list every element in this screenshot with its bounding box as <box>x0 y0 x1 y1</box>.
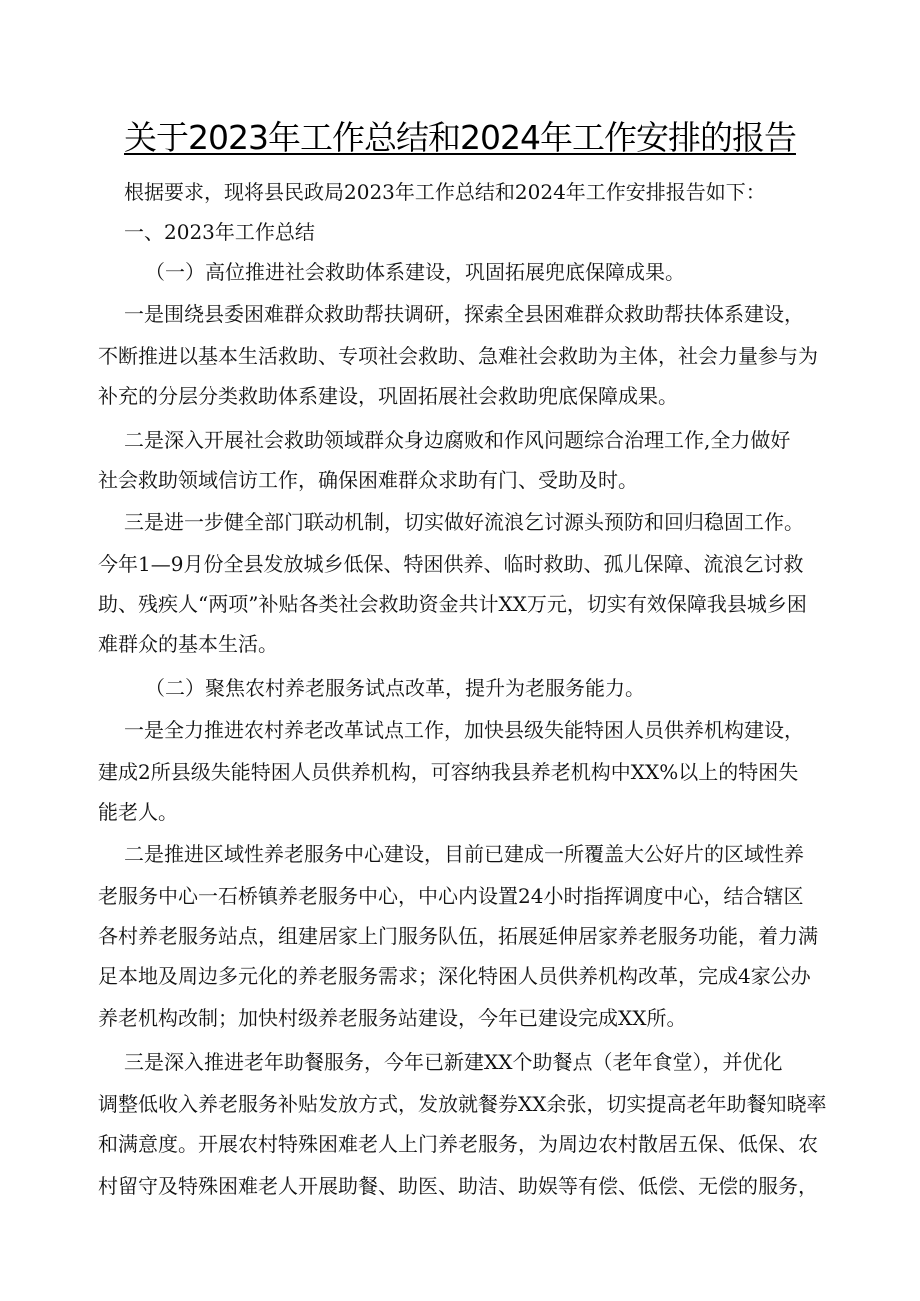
paragraph-line: 补充的分层分类救助体系建设，巩固拓展社会救助兜底保障成果。 <box>98 384 678 408</box>
paragraph-line: 一是围绕县委困难群众救助帮扶调研，探索全县困难群众救助帮扶体系建设， <box>124 302 804 326</box>
paragraph-line: 不断推进以基本生活救助、专项社会救助、急难社会救助为主体，社会力量参与为 <box>98 344 818 368</box>
subsection-heading-1: （一）高位推进社会救助体系建设，巩固拓展兜底保障成果。 <box>145 260 685 284</box>
paragraph-line: 难群众的基本生活。 <box>98 632 278 656</box>
paragraph-line: 二是深入开展社会救助领域群众身边腐败和作风问题综合治理工作,全力做好 <box>124 428 791 452</box>
paragraph-line: 各村养老服务站点，组建居家上门服务队伍，拓展延伸居家养老服务功能，着力满 <box>98 924 818 948</box>
paragraph-line: 足本地及周边多元化的养老服务需求；深化特困人员供养机构改革，完成4家公办 <box>98 964 811 988</box>
paragraph-line: 三是进一步健全部门联动机制，切实做好流浪乞讨源头预防和回归稳固工作。 <box>124 510 804 534</box>
paragraph-line: 三是深入推进老年助餐服务，今年已新建XX个助餐点（老年食堂），并优化 <box>124 1050 783 1074</box>
paragraph-line: 助、残疾人“两项”补贴各类社会救助资金共计XX万元，切实有效保障我县城乡困 <box>98 592 807 616</box>
paragraph-line: 和满意度。开展农村特殊困难老人上门养老服务，为周边农村散居五保、低保、农 <box>98 1132 818 1156</box>
document-title: 关于2023年工作总结和2024年工作安排的报告 <box>124 118 796 157</box>
paragraph-line: 调整低收入养老服务补贴发放方式，发放就餐券XX余张，切实提高老年助餐知晓率 <box>98 1092 827 1116</box>
section-heading-1: 一、2023年工作总结 <box>124 220 315 244</box>
paragraph-line: 村留守及特殊困难老人开展助餐、助医、助洁、助娱等有偿、低偿、无偿的服务， <box>98 1174 818 1198</box>
paragraph-line: 社会救助领域信访工作，确保困难群众求助有门、受助及时。 <box>98 468 638 492</box>
paragraph-line: 一是全力推进农村养老改革试点工作，加快县级失能特困人员供养机构建设， <box>124 718 804 742</box>
subsection-heading-2: （二）聚焦农村养老服务试点改革，提升为老服务能力。 <box>145 676 645 700</box>
paragraph-line: 老服务中心一石桥镇养老服务中心，中心内设置24小时指挥调度中心，结合辖区 <box>98 884 804 908</box>
intro-paragraph: 根据要求，现将县民政局2023年工作总结和2024年工作安排报告如下： <box>124 180 766 204</box>
paragraph-line: 今年1—9月份全县发放城乡低保、特困供养、临时救助、孤儿保障、流浪乞讨救 <box>98 552 804 576</box>
paragraph-line: 养老机构改制；加快村级养老服务站建设，今年已建设完成XX所。 <box>98 1006 687 1030</box>
paragraph-line: 能老人。 <box>98 800 178 824</box>
paragraph-line: 建成2所县级失能特困人员供养机构，可容纳我县养老机构中XX%以上的特困失 <box>98 760 799 784</box>
paragraph-line: 二是推进区域性养老服务中心建设，目前已建成一所覆盖大公好片的区域性养 <box>124 842 804 866</box>
